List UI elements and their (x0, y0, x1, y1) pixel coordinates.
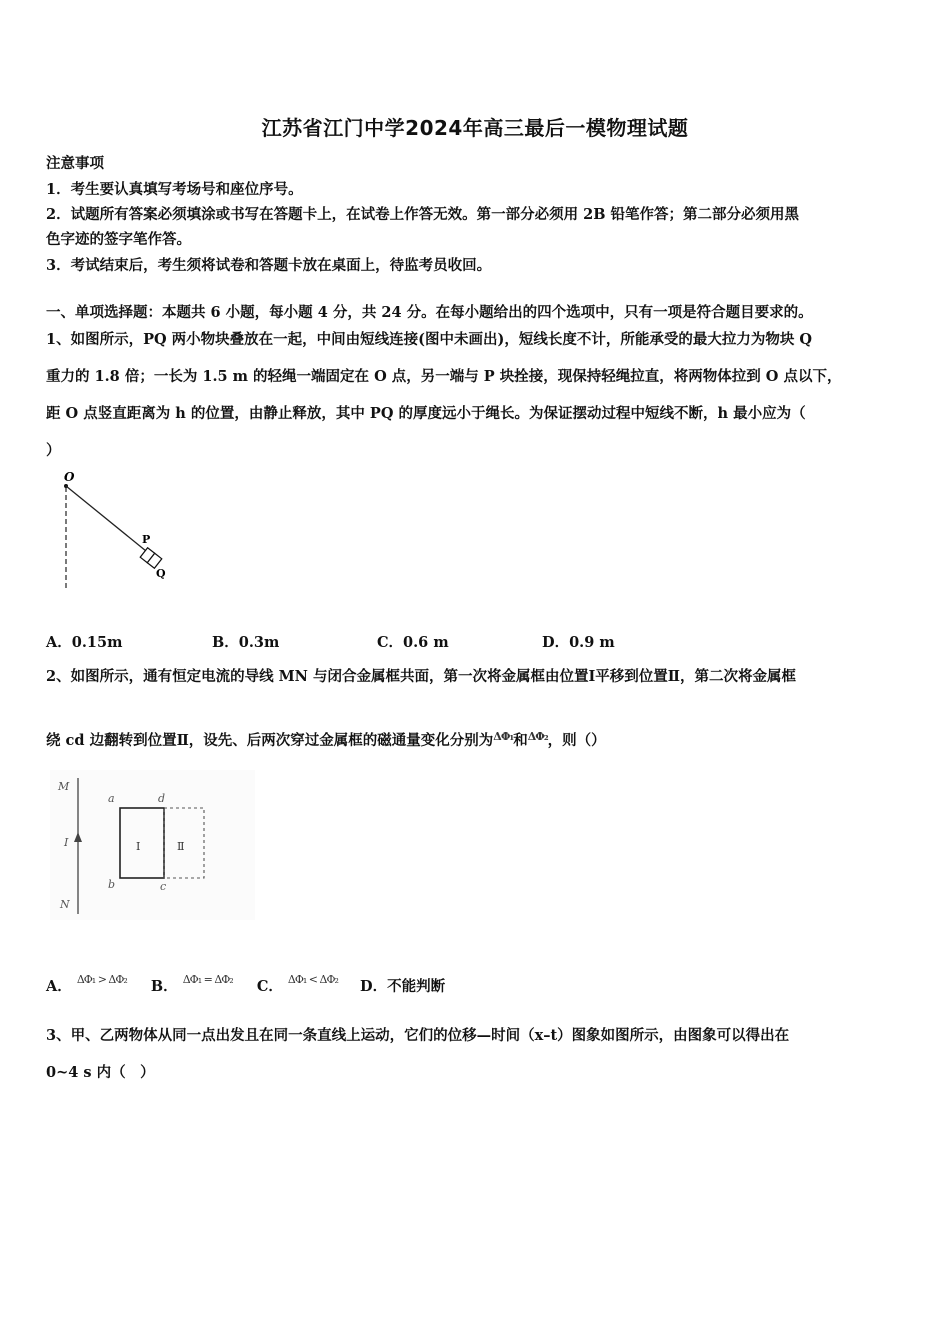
q2-text-line: 2、如图所示，通有恒定电流的导线 MN 与闭合金属框共面，第一次将金属框由位置Ⅰ平移到位置Ⅱ，第二次将金属框 (46, 668, 796, 685)
page-title: 江苏省江门中学2024年高三最后一模物理试题 (261, 116, 689, 140)
notice-heading: 注意事项 (46, 155, 104, 172)
label-p: P (142, 533, 151, 546)
label-a: a (108, 792, 115, 805)
q2-option-b-label: B． (150, 978, 178, 995)
q3-text-line: 3、甲、乙两物体从同一点出发且在同一条直线上运动，它们的位移—时间（x–t）图象如图所示，由图象可以得出在 (46, 1027, 790, 1044)
q3-text-line: 0~4 s 内（ ） (46, 1064, 155, 1081)
q2-and: 和 (513, 732, 528, 749)
label-c: c (160, 880, 167, 893)
label-position-2: Ⅱ (177, 840, 185, 853)
section-heading: 一、单项选择题：本题共 6 小题，每小题 4 分，共 24 分。在每小题给出的四个选项中，只有一项是符合题目要求的。 (46, 304, 813, 321)
q2-option-c-label: C． (256, 978, 283, 995)
q2-option-d: D．不能判断 (360, 978, 446, 995)
q1-text-line: 重力的 1.8 倍；一长为 1.5 m 的轻绳一端固定在 O 点，另一端与 P 块拴接，现保持轻绳拉直，将两物体拉到 O 点以下， (46, 368, 842, 385)
q2-option-a-label: A． (46, 978, 72, 995)
notice-item: 色字迹的签字笔作答。 (46, 231, 191, 248)
q2-frame-figure (50, 770, 255, 920)
q2-text-part: 绕 cd 边翻转到位置Ⅱ，设先、后两次穿过金属框的磁通量变化分别为 (46, 732, 494, 749)
label-position-1: Ⅰ (136, 840, 141, 853)
label-q: Q (156, 567, 166, 580)
q2-text-part: ，则（） (547, 732, 606, 749)
rope-line (66, 486, 146, 551)
label-m: M (58, 780, 70, 793)
pq-blocks (140, 548, 162, 569)
label-d: d (158, 792, 166, 805)
notice-item: 3．考试结束后，考生须将试卷和答题卡放在桌面上，待监考员收回。 (46, 257, 492, 274)
q2-option-b-expr: ΔΦ₁ = ΔΦ₂ (182, 973, 233, 986)
phi1-symbol: ΔΦ₁ (493, 730, 514, 743)
notice-item: 1．考生要认真填写考场号和座位序号。 (46, 181, 303, 198)
q2-text-line2 (46, 729, 606, 750)
label-n: N (60, 898, 70, 911)
phi2-symbol: ΔΦ₂ (527, 730, 548, 743)
q1-option-d: D．0.9 m (542, 634, 615, 651)
label-o: O (64, 470, 75, 484)
label-i: I (64, 836, 69, 849)
notice-item: 2．试题所有答案必须填涂或书写在答题卡上，在试卷上作答无效。第一部分必须用 2B 铅笔作答；第二部分必须用黑 (46, 206, 800, 223)
label-b: b (108, 878, 116, 891)
q2-option-a-expr: ΔΦ₁ > ΔΦ₂ (76, 973, 127, 986)
figure-background (50, 770, 255, 920)
q1-option-a: A．0.15m (46, 634, 123, 651)
q2-options-row (46, 975, 445, 996)
q1-option-c: C．0.6 m (377, 634, 449, 651)
q2-option-c-expr: ΔΦ₁ < ΔΦ₂ (287, 973, 338, 986)
q1-pendulum-figure (50, 465, 190, 595)
q1-option-b: B．0.3m (212, 634, 280, 651)
q1-text-line: ） (46, 442, 61, 459)
q1-text-line: 距 O 点竖直距离为 h 的位置，由静止释放，其中 PQ 的厚度远小于绳长。为保证摆动过程中短线不断，h 最小应为（ (46, 405, 806, 422)
q1-text-line: 1、如图所示，PQ 两小物块叠放在一起，中间由短线连接(图中未画出)，短线长度不计，所能承受的最大拉力为物块 Q (46, 331, 813, 348)
